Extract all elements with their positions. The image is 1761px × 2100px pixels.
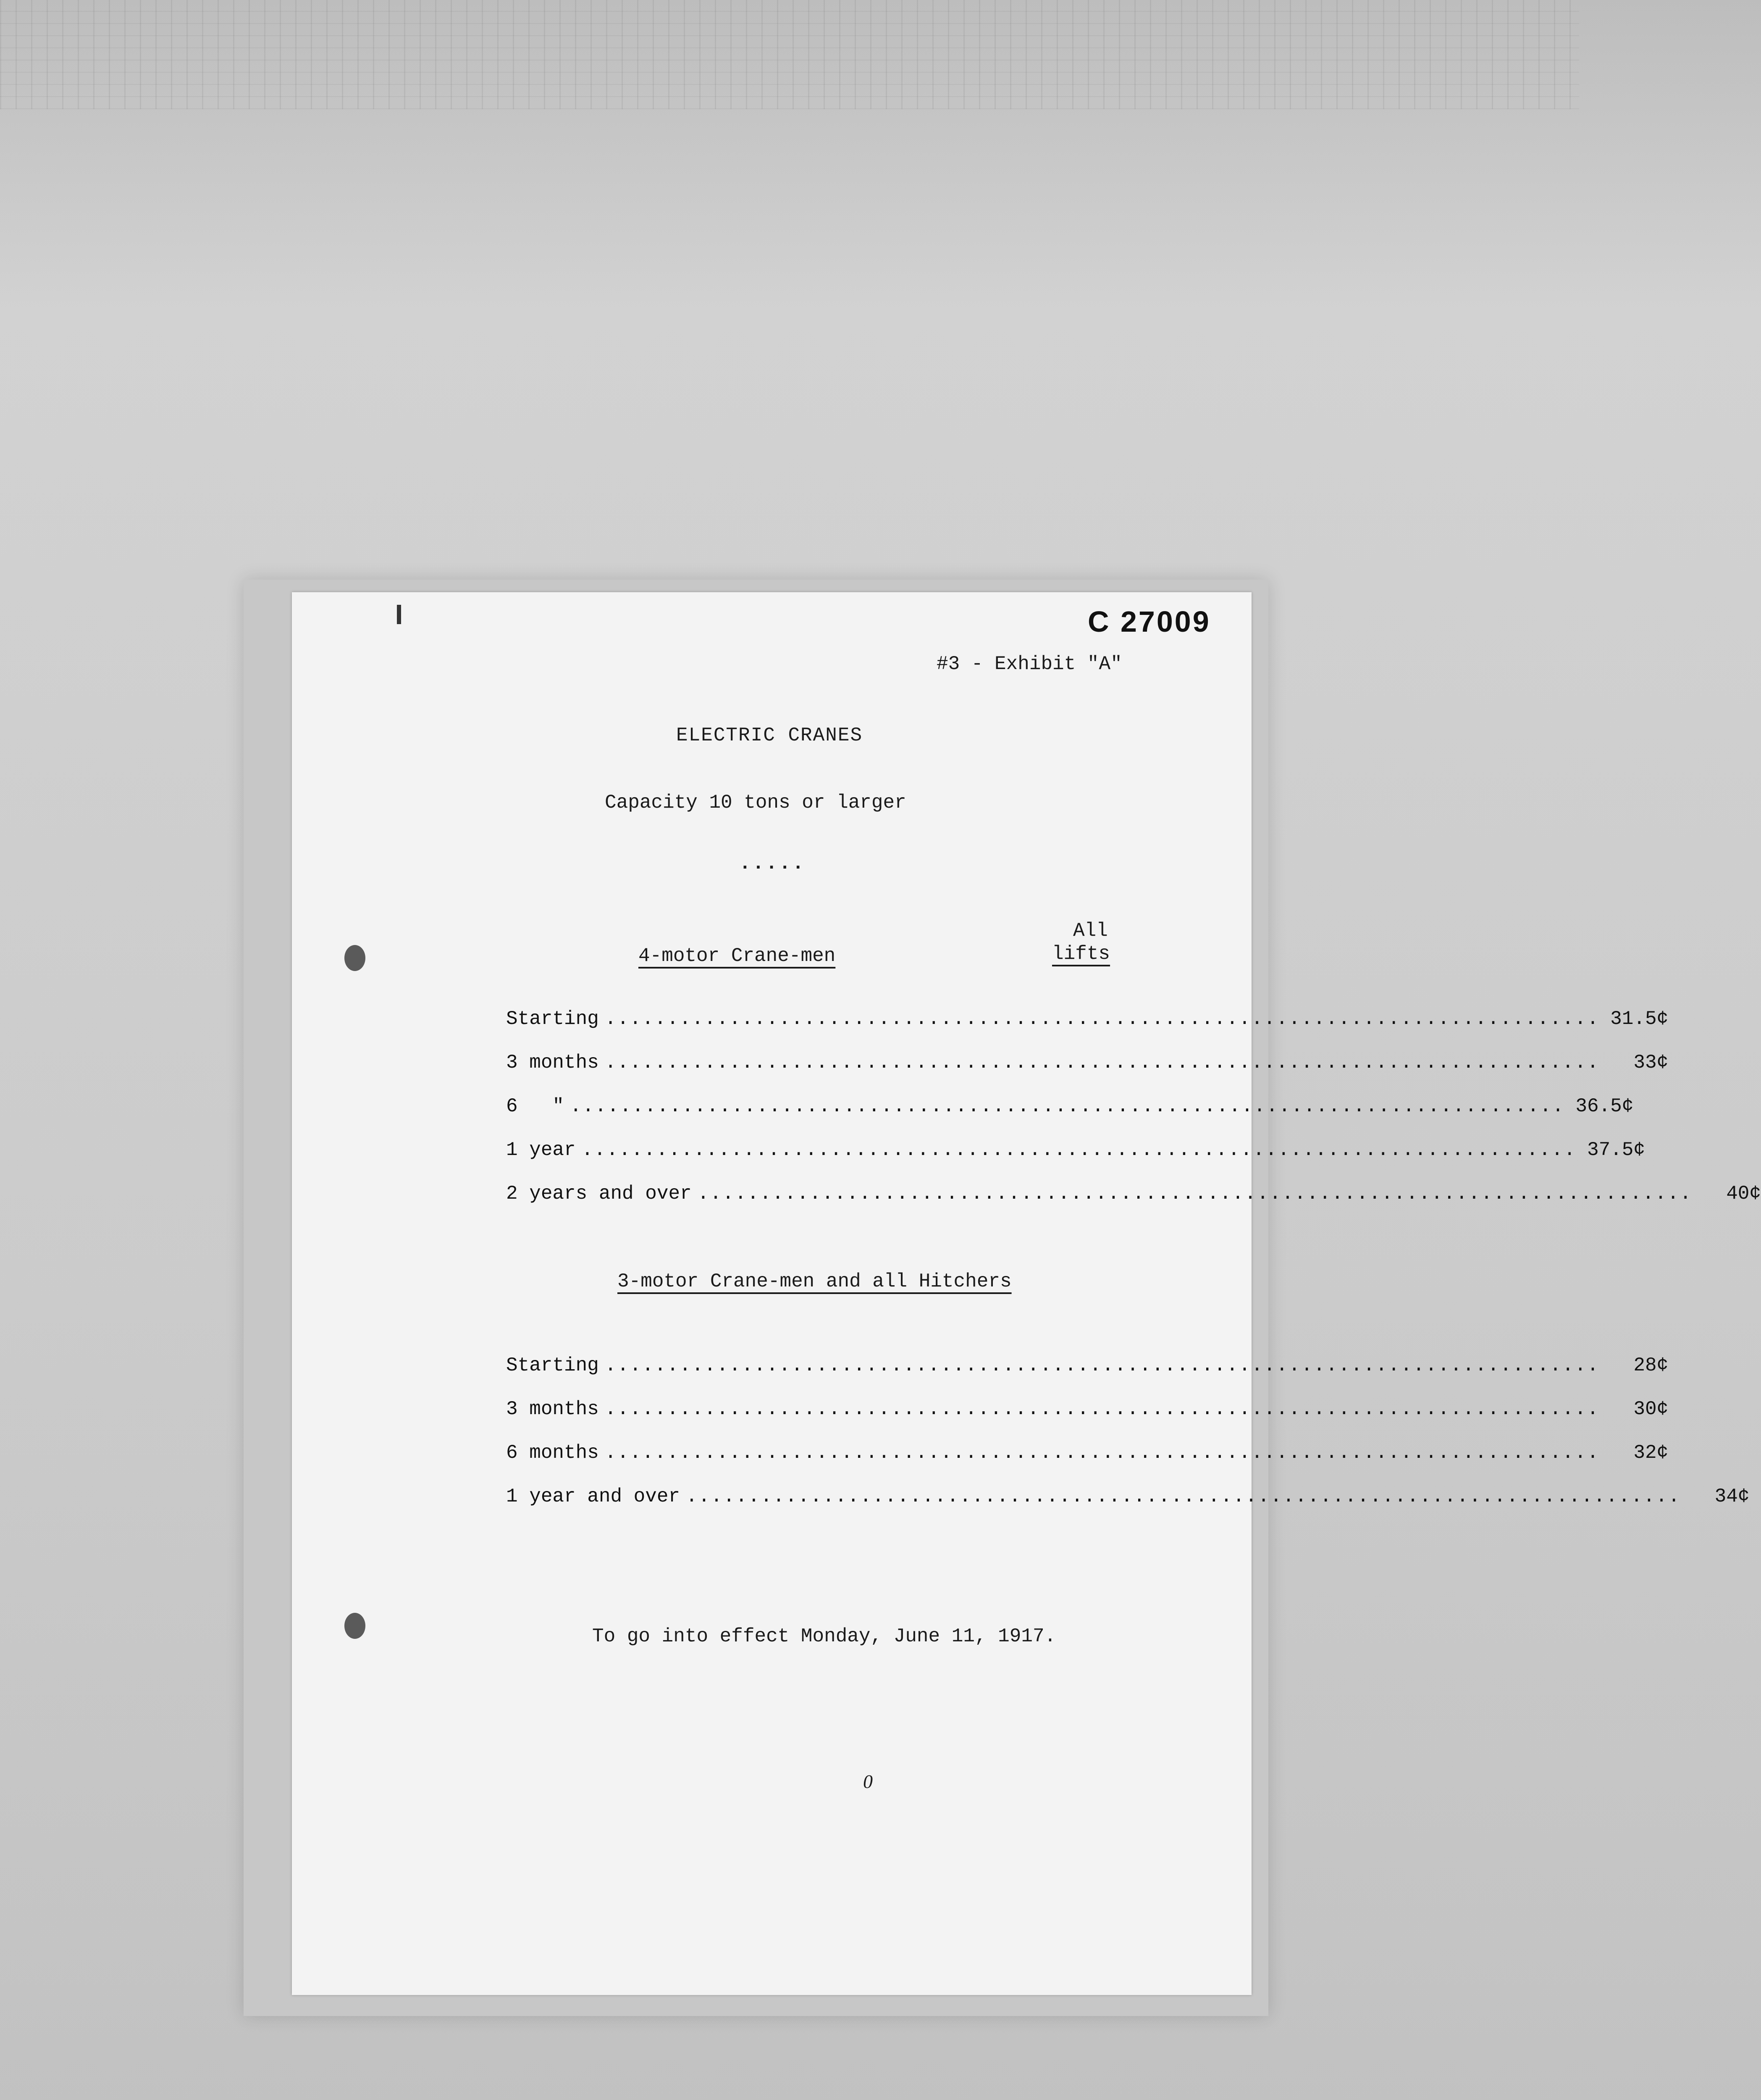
punch-hole-top [344,945,365,971]
document-subtitle: Capacity 10 tons or larger [605,792,906,814]
section2-heading: 3-motor Crane-men and all Hitchers [617,1270,1012,1292]
section1-row [506,1095,1634,1121]
separator-dots: ..... [739,853,806,874]
punch-hole-bottom [344,1613,365,1639]
section1-row [506,1052,1669,1077]
section1-row-rate: 33¢ [1633,1052,1669,1074]
section1-row-label: 6 " [506,1095,564,1117]
section2-row [506,1398,1669,1423]
effective-date-note: To go into effect Monday, June 11, 1917. [592,1625,1056,1647]
leader-dots: ................................................................................ [697,1183,1693,1205]
section1-row [506,1008,1669,1033]
leader-dots: ................................................................................ [604,1052,1600,1074]
section2-row-label: Starting [506,1354,599,1376]
leader-dots: ................................................................................ [604,1442,1600,1464]
section2-row-rate: 28¢ [1633,1354,1669,1376]
section2-row [506,1442,1669,1467]
film-speckle [0,0,1579,109]
leader-dots: ................................................................................ [604,1354,1600,1376]
section2-row-rate: 34¢ [1714,1486,1750,1507]
section2-row-label: 1 year and over [506,1486,680,1507]
section1-row-label: 1 year [506,1139,576,1161]
edge-mark [397,605,401,624]
archive-stamp-id: C 27009 [1088,605,1211,638]
section1-row-rate: 31.5¢ [1610,1008,1669,1030]
section1-row-label: Starting [506,1008,599,1030]
section1-row [506,1183,1761,1208]
section1-row-rate: 36.5¢ [1575,1095,1634,1117]
section1-row-rate: 40¢ [1726,1183,1761,1205]
section1-row-label: 2 years and over [506,1183,692,1205]
column-header-lifts: lifts [1052,943,1110,965]
section2-row [506,1354,1669,1380]
section2-row [506,1486,1750,1511]
section2-row-label: 3 months [506,1398,599,1420]
leader-dots: ................................................................................ [686,1486,1681,1507]
column-header-all: All [1073,920,1108,942]
document-title: ELECTRIC CRANES [676,724,863,746]
section2-row-rate: 32¢ [1633,1442,1669,1464]
section1-row [506,1139,1645,1164]
leader-dots: ................................................................................ [570,1095,1565,1117]
section2-row-rate: 30¢ [1633,1398,1669,1420]
section1-row-rate: 37.5¢ [1587,1139,1645,1161]
leader-dots: ................................................................................ [604,1008,1600,1030]
handwritten-mark: 0 [863,1771,873,1792]
section2-row-label: 6 months [506,1442,599,1464]
section1-heading: 4-motor Crane-men [638,945,836,967]
exhibit-label: #3 - Exhibit "A" [937,653,1122,675]
leader-dots: ................................................................................ [604,1398,1600,1420]
section1-row-label: 3 months [506,1052,599,1074]
leader-dots: ................................................................................ [581,1139,1576,1161]
